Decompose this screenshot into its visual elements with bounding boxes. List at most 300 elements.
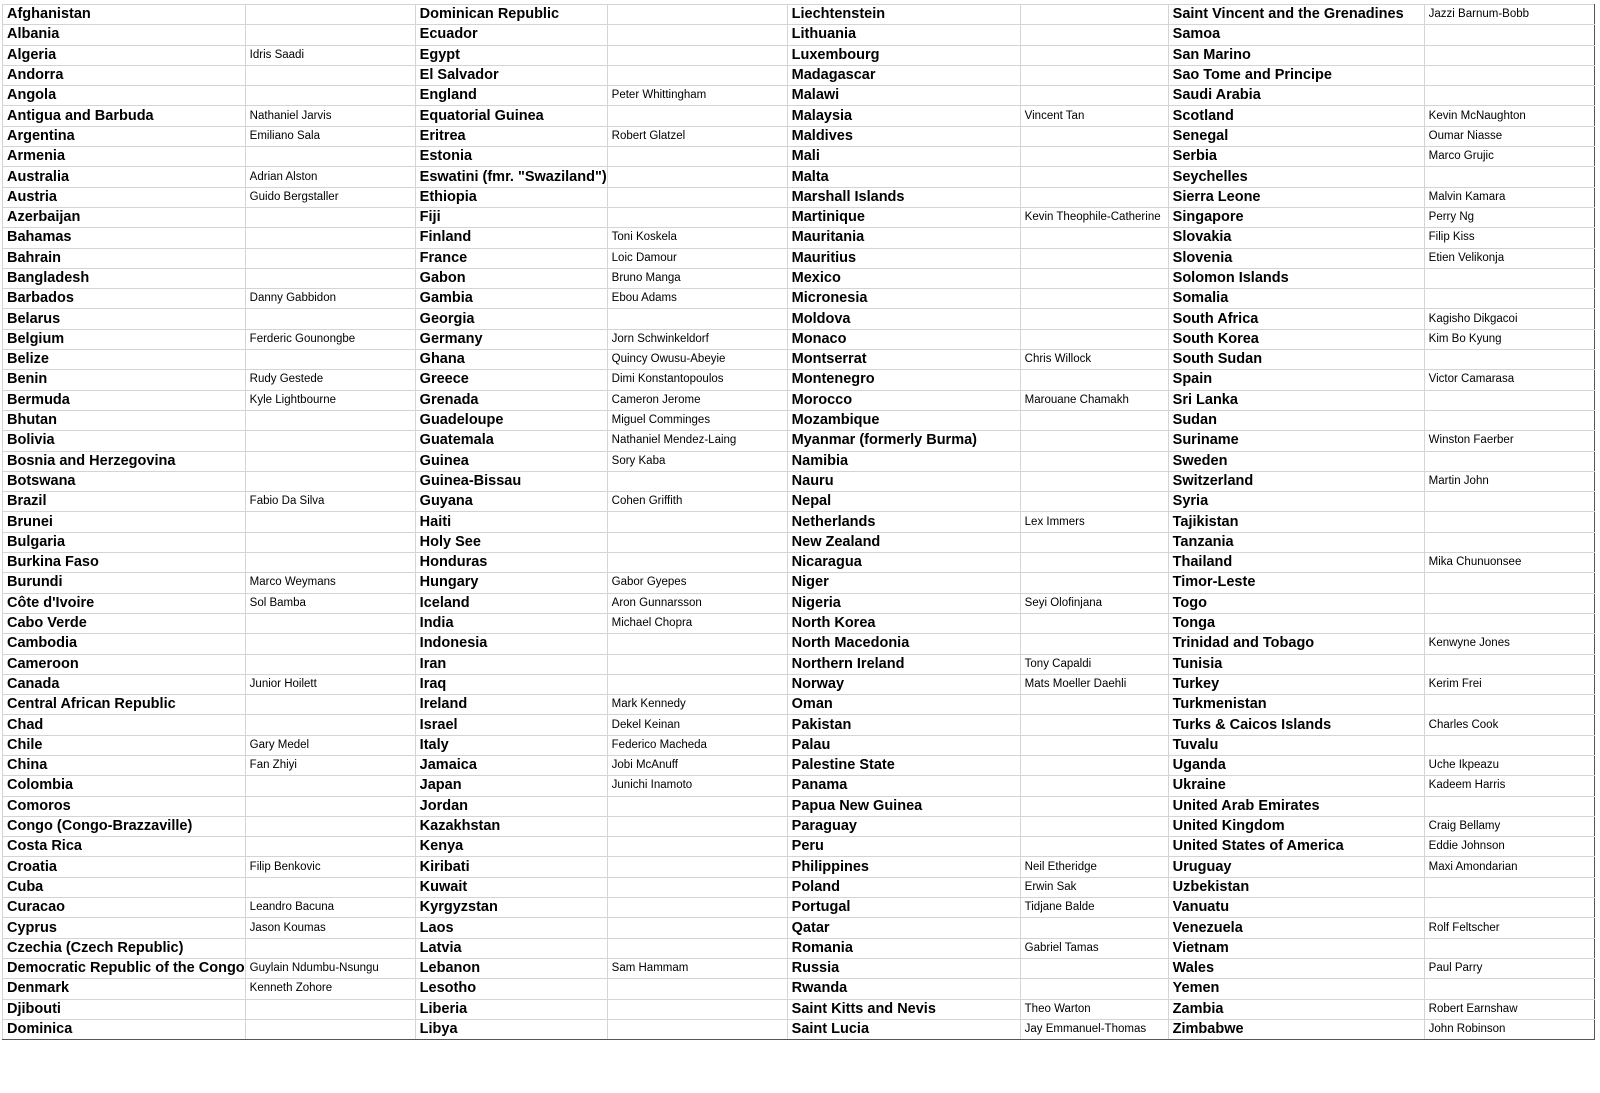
country-cell[interactable]: Luxembourg xyxy=(787,45,1020,65)
country-cell[interactable]: Malawi xyxy=(787,86,1020,106)
player-cell[interactable] xyxy=(245,999,415,1019)
country-cell[interactable]: Tajikistan xyxy=(1168,512,1424,532)
player-cell[interactable]: Neil Etheridge xyxy=(1020,857,1168,877)
player-cell[interactable]: Kagisho Dikgacoi xyxy=(1424,309,1594,329)
country-cell[interactable]: Jamaica xyxy=(415,755,607,775)
player-cell[interactable]: Nathaniel Jarvis xyxy=(245,106,415,126)
country-cell[interactable]: Papua New Guinea xyxy=(787,796,1020,816)
player-cell[interactable] xyxy=(245,207,415,227)
player-cell[interactable] xyxy=(1020,471,1168,491)
player-cell[interactable]: Winston Faerber xyxy=(1424,431,1594,451)
player-cell[interactable] xyxy=(1020,431,1168,451)
player-cell[interactable] xyxy=(1424,877,1594,897)
player-cell[interactable] xyxy=(1424,695,1594,715)
country-cell[interactable]: Slovakia xyxy=(1168,228,1424,248)
country-cell[interactable]: Bermuda xyxy=(3,390,246,410)
player-cell[interactable] xyxy=(1424,979,1594,999)
player-cell[interactable] xyxy=(1020,65,1168,85)
country-cell[interactable]: Central African Republic xyxy=(3,695,246,715)
player-cell[interactable]: Mika Chunuonsee xyxy=(1424,553,1594,573)
country-cell[interactable]: Gambia xyxy=(415,289,607,309)
player-cell[interactable] xyxy=(1424,268,1594,288)
player-cell[interactable] xyxy=(607,1019,787,1039)
player-cell[interactable] xyxy=(245,268,415,288)
player-cell[interactable] xyxy=(1424,593,1594,613)
player-cell[interactable] xyxy=(1424,65,1594,85)
player-cell[interactable]: Filip Kiss xyxy=(1424,228,1594,248)
player-cell[interactable] xyxy=(1020,410,1168,430)
country-cell[interactable]: Scotland xyxy=(1168,106,1424,126)
country-cell[interactable]: Malaysia xyxy=(787,106,1020,126)
country-cell[interactable]: Sri Lanka xyxy=(1168,390,1424,410)
player-cell[interactable]: Filip Benkovic xyxy=(245,857,415,877)
player-cell[interactable]: Robert Earnshaw xyxy=(1424,999,1594,1019)
country-cell[interactable]: Norway xyxy=(787,674,1020,694)
country-cell[interactable]: Maldives xyxy=(787,126,1020,146)
country-cell[interactable]: Comoros xyxy=(3,796,246,816)
player-cell[interactable]: Chris Willock xyxy=(1020,350,1168,370)
player-cell[interactable] xyxy=(245,634,415,654)
country-cell[interactable]: Switzerland xyxy=(1168,471,1424,491)
player-cell[interactable] xyxy=(245,654,415,674)
player-cell[interactable] xyxy=(1020,816,1168,836)
player-cell[interactable] xyxy=(245,431,415,451)
country-cell[interactable]: Thailand xyxy=(1168,553,1424,573)
player-cell[interactable] xyxy=(1020,918,1168,938)
player-cell[interactable]: Jay Emmanuel-Thomas xyxy=(1020,1019,1168,1039)
country-cell[interactable]: Turkey xyxy=(1168,674,1424,694)
country-cell[interactable]: Poland xyxy=(787,877,1020,897)
country-cell[interactable]: Suriname xyxy=(1168,431,1424,451)
player-cell[interactable] xyxy=(245,228,415,248)
country-cell[interactable]: Mauritania xyxy=(787,228,1020,248)
country-cell[interactable]: Barbados xyxy=(3,289,246,309)
country-cell[interactable]: Malta xyxy=(787,167,1020,187)
country-cell[interactable]: Cuba xyxy=(3,877,246,897)
player-cell[interactable] xyxy=(1424,45,1594,65)
country-cell[interactable]: Sweden xyxy=(1168,451,1424,471)
player-cell[interactable]: Tidjane Balde xyxy=(1020,898,1168,918)
country-cell[interactable]: Saudi Arabia xyxy=(1168,86,1424,106)
player-cell[interactable]: Oumar Niasse xyxy=(1424,126,1594,146)
country-cell[interactable]: Egypt xyxy=(415,45,607,65)
country-cell[interactable]: Singapore xyxy=(1168,207,1424,227)
country-cell[interactable]: Spain xyxy=(1168,370,1424,390)
country-cell[interactable]: Brunei xyxy=(3,512,246,532)
player-cell[interactable] xyxy=(1020,86,1168,106)
player-cell[interactable] xyxy=(1424,573,1594,593)
player-cell[interactable] xyxy=(1424,532,1594,552)
country-cell[interactable]: Nepal xyxy=(787,492,1020,512)
country-cell[interactable]: Iraq xyxy=(415,674,607,694)
country-cell[interactable]: France xyxy=(415,248,607,268)
player-cell[interactable]: Erwin Sak xyxy=(1020,877,1168,897)
country-cell[interactable]: South Sudan xyxy=(1168,350,1424,370)
player-cell[interactable] xyxy=(1020,755,1168,775)
country-cell[interactable]: Montserrat xyxy=(787,350,1020,370)
country-cell[interactable]: Cabo Verde xyxy=(3,613,246,633)
player-cell[interactable]: Junior Hoilett xyxy=(245,674,415,694)
player-cell[interactable]: Kenneth Zohore xyxy=(245,979,415,999)
country-cell[interactable]: Botswana xyxy=(3,471,246,491)
player-cell[interactable] xyxy=(607,65,787,85)
country-cell[interactable]: Jordan xyxy=(415,796,607,816)
country-cell[interactable]: Cambodia xyxy=(3,634,246,654)
player-cell[interactable] xyxy=(245,938,415,958)
country-cell[interactable]: Democratic Republic of the Congo xyxy=(3,958,246,978)
country-cell[interactable]: Israel xyxy=(415,715,607,735)
country-cell[interactable]: Bahrain xyxy=(3,248,246,268)
country-cell[interactable]: Djibouti xyxy=(3,999,246,1019)
country-cell[interactable]: Bosnia and Herzegovina xyxy=(3,451,246,471)
player-cell[interactable] xyxy=(245,613,415,633)
player-cell[interactable] xyxy=(607,5,787,25)
player-cell[interactable]: Marco Grujic xyxy=(1424,147,1594,167)
player-cell[interactable] xyxy=(1020,147,1168,167)
player-cell[interactable] xyxy=(607,674,787,694)
country-cell[interactable]: Germany xyxy=(415,329,607,349)
player-cell[interactable] xyxy=(607,147,787,167)
country-cell[interactable]: Canada xyxy=(3,674,246,694)
country-cell[interactable]: Eritrea xyxy=(415,126,607,146)
country-cell[interactable]: Czechia (Czech Republic) xyxy=(3,938,246,958)
country-cell[interactable]: Hungary xyxy=(415,573,607,593)
country-cell[interactable]: Rwanda xyxy=(787,979,1020,999)
country-cell[interactable]: Greece xyxy=(415,370,607,390)
country-cell[interactable]: Latvia xyxy=(415,938,607,958)
player-cell[interactable]: John Robinson xyxy=(1424,1019,1594,1039)
player-cell[interactable]: Idris Saadi xyxy=(245,45,415,65)
country-cell[interactable]: Italy xyxy=(415,735,607,755)
country-cell[interactable]: Nauru xyxy=(787,471,1020,491)
player-cell[interactable]: Danny Gabbidon xyxy=(245,289,415,309)
country-cell[interactable]: Libya xyxy=(415,1019,607,1039)
country-cell[interactable]: Namibia xyxy=(787,451,1020,471)
country-cell[interactable]: Costa Rica xyxy=(3,837,246,857)
player-cell[interactable]: Gary Medel xyxy=(245,735,415,755)
country-cell[interactable]: Palau xyxy=(787,735,1020,755)
country-cell[interactable]: Turkmenistan xyxy=(1168,695,1424,715)
country-cell[interactable]: Chile xyxy=(3,735,246,755)
player-cell[interactable] xyxy=(245,147,415,167)
country-cell[interactable]: Austria xyxy=(3,187,246,207)
player-cell[interactable]: Etien Velikonja xyxy=(1424,248,1594,268)
country-cell[interactable]: Oman xyxy=(787,695,1020,715)
player-cell[interactable] xyxy=(1424,410,1594,430)
country-cell[interactable]: Azerbaijan xyxy=(3,207,246,227)
country-cell[interactable]: Equatorial Guinea xyxy=(415,106,607,126)
player-cell[interactable]: Jobi McAnuff xyxy=(607,755,787,775)
player-cell[interactable]: Kevin McNaughton xyxy=(1424,106,1594,126)
country-cell[interactable]: Australia xyxy=(3,167,246,187)
country-cell[interactable]: South Africa xyxy=(1168,309,1424,329)
player-cell[interactable] xyxy=(1424,390,1594,410)
country-cell[interactable]: Ireland xyxy=(415,695,607,715)
country-cell[interactable]: Kazakhstan xyxy=(415,816,607,836)
player-cell[interactable] xyxy=(1020,532,1168,552)
player-cell[interactable] xyxy=(245,471,415,491)
player-cell[interactable] xyxy=(245,512,415,532)
player-cell[interactable]: Kenwyne Jones xyxy=(1424,634,1594,654)
player-cell[interactable] xyxy=(607,654,787,674)
country-cell[interactable]: Seychelles xyxy=(1168,167,1424,187)
player-cell[interactable]: Leandro Bacuna xyxy=(245,898,415,918)
player-cell[interactable] xyxy=(607,512,787,532)
player-cell[interactable] xyxy=(1020,187,1168,207)
player-cell[interactable]: Theo Warton xyxy=(1020,999,1168,1019)
country-cell[interactable]: Burkina Faso xyxy=(3,553,246,573)
country-cell[interactable]: Argentina xyxy=(3,126,246,146)
country-cell[interactable]: Sierra Leone xyxy=(1168,187,1424,207)
country-cell[interactable]: Palestine State xyxy=(787,755,1020,775)
player-cell[interactable] xyxy=(607,106,787,126)
country-cell[interactable]: Algeria xyxy=(3,45,246,65)
player-cell[interactable] xyxy=(1020,695,1168,715)
country-cell[interactable]: Tonga xyxy=(1168,613,1424,633)
player-cell[interactable]: Guylain Ndumbu-Nsungu xyxy=(245,958,415,978)
country-cell[interactable]: Estonia xyxy=(415,147,607,167)
country-cell[interactable]: Madagascar xyxy=(787,65,1020,85)
country-cell[interactable]: Philippines xyxy=(787,857,1020,877)
country-cell[interactable]: North Macedonia xyxy=(787,634,1020,654)
country-cell[interactable]: Benin xyxy=(3,370,246,390)
country-cell[interactable]: India xyxy=(415,613,607,633)
player-cell[interactable]: Kadeem Harris xyxy=(1424,776,1594,796)
country-cell[interactable]: Haiti xyxy=(415,512,607,532)
country-cell[interactable]: Timor-Leste xyxy=(1168,573,1424,593)
player-cell[interactable]: Bruno Manga xyxy=(607,268,787,288)
country-cell[interactable]: Pakistan xyxy=(787,715,1020,735)
country-cell[interactable]: Nigeria xyxy=(787,593,1020,613)
player-cell[interactable]: Rudy Gestede xyxy=(245,370,415,390)
country-cell[interactable]: Gabon xyxy=(415,268,607,288)
country-cell[interactable]: Moldova xyxy=(787,309,1020,329)
country-cell[interactable]: Netherlands xyxy=(787,512,1020,532)
player-cell[interactable]: Cameron Jerome xyxy=(607,390,787,410)
player-cell[interactable] xyxy=(1424,289,1594,309)
country-cell[interactable]: Bhutan xyxy=(3,410,246,430)
player-cell[interactable] xyxy=(1424,938,1594,958)
player-cell[interactable] xyxy=(245,451,415,471)
country-cell[interactable]: Serbia xyxy=(1168,147,1424,167)
country-cell[interactable]: San Marino xyxy=(1168,45,1424,65)
player-cell[interactable]: Miguel Comminges xyxy=(607,410,787,430)
player-cell[interactable]: Gabriel Tamas xyxy=(1020,938,1168,958)
player-cell[interactable] xyxy=(1424,613,1594,633)
player-cell[interactable] xyxy=(245,1019,415,1039)
country-cell[interactable]: Liechtenstein xyxy=(787,5,1020,25)
country-cell[interactable]: Holy See xyxy=(415,532,607,552)
player-cell[interactable] xyxy=(1020,370,1168,390)
player-cell[interactable]: Tony Capaldi xyxy=(1020,654,1168,674)
country-cell[interactable]: Solomon Islands xyxy=(1168,268,1424,288)
country-cell[interactable]: Mozambique xyxy=(787,410,1020,430)
country-cell[interactable]: Colombia xyxy=(3,776,246,796)
player-cell[interactable] xyxy=(245,25,415,45)
player-cell[interactable] xyxy=(1020,289,1168,309)
player-cell[interactable] xyxy=(1020,268,1168,288)
country-cell[interactable]: Micronesia xyxy=(787,289,1020,309)
player-cell[interactable] xyxy=(607,187,787,207)
country-cell[interactable]: Liberia xyxy=(415,999,607,1019)
country-cell[interactable]: Togo xyxy=(1168,593,1424,613)
country-cell[interactable]: Guinea xyxy=(415,451,607,471)
country-cell[interactable]: Northern Ireland xyxy=(787,654,1020,674)
player-cell[interactable]: Maxi Amondarian xyxy=(1424,857,1594,877)
country-cell[interactable]: Lithuania xyxy=(787,25,1020,45)
player-cell[interactable]: Toni Koskela xyxy=(607,228,787,248)
player-cell[interactable]: Fabio Da Silva xyxy=(245,492,415,512)
player-cell[interactable] xyxy=(1020,837,1168,857)
player-cell[interactable] xyxy=(1424,654,1594,674)
player-cell[interactable]: Sory Kaba xyxy=(607,451,787,471)
player-cell[interactable]: Mats Moeller Daehli xyxy=(1020,674,1168,694)
country-cell[interactable]: Wales xyxy=(1168,958,1424,978)
player-cell[interactable] xyxy=(607,877,787,897)
player-cell[interactable]: Dimi Konstantopoulos xyxy=(607,370,787,390)
player-cell[interactable]: Nathaniel Mendez-Laing xyxy=(607,431,787,451)
player-cell[interactable] xyxy=(1020,776,1168,796)
player-cell[interactable]: Guido Bergstaller xyxy=(245,187,415,207)
country-cell[interactable]: United Arab Emirates xyxy=(1168,796,1424,816)
country-cell[interactable]: Kiribati xyxy=(415,857,607,877)
country-cell[interactable]: China xyxy=(3,755,246,775)
country-cell[interactable]: Denmark xyxy=(3,979,246,999)
player-cell[interactable] xyxy=(607,938,787,958)
country-cell[interactable]: Guinea-Bissau xyxy=(415,471,607,491)
player-cell[interactable]: Cohen Griffith xyxy=(607,492,787,512)
player-cell[interactable]: Marouane Chamakh xyxy=(1020,390,1168,410)
country-cell[interactable]: Mali xyxy=(787,147,1020,167)
country-cell[interactable]: Nicaragua xyxy=(787,553,1020,573)
player-cell[interactable] xyxy=(1020,979,1168,999)
country-cell[interactable]: Sudan xyxy=(1168,410,1424,430)
country-cell[interactable]: Croatia xyxy=(3,857,246,877)
country-cell[interactable]: Trinidad and Tobago xyxy=(1168,634,1424,654)
player-cell[interactable] xyxy=(1020,248,1168,268)
player-cell[interactable] xyxy=(1424,167,1594,187)
player-cell[interactable] xyxy=(245,837,415,857)
player-cell[interactable]: Victor Camarasa xyxy=(1424,370,1594,390)
player-cell[interactable]: Gabor Gyepes xyxy=(607,573,787,593)
player-cell[interactable]: Kevin Theophile-Catherine xyxy=(1020,207,1168,227)
country-cell[interactable]: Andorra xyxy=(3,65,246,85)
player-cell[interactable] xyxy=(607,999,787,1019)
country-cell[interactable]: Côte d'Ivoire xyxy=(3,593,246,613)
country-cell[interactable]: Qatar xyxy=(787,918,1020,938)
country-cell[interactable]: Honduras xyxy=(415,553,607,573)
country-cell[interactable]: Ecuador xyxy=(415,25,607,45)
player-cell[interactable] xyxy=(245,715,415,735)
country-cell[interactable]: Slovenia xyxy=(1168,248,1424,268)
country-cell[interactable]: Fiji xyxy=(415,207,607,227)
country-cell[interactable]: Uruguay xyxy=(1168,857,1424,877)
country-cell[interactable]: Paraguay xyxy=(787,816,1020,836)
country-cell[interactable]: Tuvalu xyxy=(1168,735,1424,755)
country-cell[interactable]: Saint Kitts and Nevis xyxy=(787,999,1020,1019)
player-cell[interactable]: Seyi Olofinjana xyxy=(1020,593,1168,613)
player-cell[interactable] xyxy=(1424,25,1594,45)
player-cell[interactable]: Jason Koumas xyxy=(245,918,415,938)
player-cell[interactable] xyxy=(245,796,415,816)
country-cell[interactable]: Syria xyxy=(1168,492,1424,512)
player-cell[interactable]: Michael Chopra xyxy=(607,613,787,633)
country-cell[interactable]: Samoa xyxy=(1168,25,1424,45)
player-cell[interactable]: Peter Whittingham xyxy=(607,86,787,106)
player-cell[interactable] xyxy=(1424,898,1594,918)
player-cell[interactable]: Fan Zhiyi xyxy=(245,755,415,775)
player-cell[interactable] xyxy=(1020,735,1168,755)
player-cell[interactable] xyxy=(1424,512,1594,532)
country-cell[interactable]: Kyrgyzstan xyxy=(415,898,607,918)
player-cell[interactable] xyxy=(1020,309,1168,329)
player-cell[interactable] xyxy=(607,979,787,999)
player-cell[interactable] xyxy=(1020,228,1168,248)
country-cell[interactable]: Belarus xyxy=(3,309,246,329)
player-cell[interactable] xyxy=(607,45,787,65)
country-cell[interactable]: Angola xyxy=(3,86,246,106)
country-cell[interactable]: Turks & Caicos Islands xyxy=(1168,715,1424,735)
country-cell[interactable]: Marshall Islands xyxy=(787,187,1020,207)
country-cell[interactable]: New Zealand xyxy=(787,532,1020,552)
country-cell[interactable]: Myanmar (formerly Burma) xyxy=(787,431,1020,451)
player-cell[interactable]: Jazzi Barnum-Bobb xyxy=(1424,5,1594,25)
country-cell[interactable]: Guatemala xyxy=(415,431,607,451)
player-cell[interactable] xyxy=(1020,492,1168,512)
country-cell[interactable]: Uganda xyxy=(1168,755,1424,775)
player-cell[interactable] xyxy=(245,350,415,370)
country-cell[interactable]: Mauritius xyxy=(787,248,1020,268)
player-cell[interactable] xyxy=(245,248,415,268)
player-cell[interactable] xyxy=(1424,86,1594,106)
player-cell[interactable]: Lex Immers xyxy=(1020,512,1168,532)
country-cell[interactable]: Grenada xyxy=(415,390,607,410)
player-cell[interactable]: Perry Ng xyxy=(1424,207,1594,227)
player-cell[interactable]: Sam Hammam xyxy=(607,958,787,978)
player-cell[interactable] xyxy=(245,695,415,715)
player-cell[interactable] xyxy=(245,309,415,329)
player-cell[interactable] xyxy=(607,167,787,187)
player-cell[interactable] xyxy=(1020,25,1168,45)
country-cell[interactable]: Senegal xyxy=(1168,126,1424,146)
player-cell[interactable] xyxy=(1020,613,1168,633)
country-cell[interactable]: Tanzania xyxy=(1168,532,1424,552)
country-cell[interactable]: Mexico xyxy=(787,268,1020,288)
country-cell[interactable]: Zambia xyxy=(1168,999,1424,1019)
player-cell[interactable]: Emiliano Sala xyxy=(245,126,415,146)
player-cell[interactable] xyxy=(1424,735,1594,755)
country-cell[interactable]: Burundi xyxy=(3,573,246,593)
player-cell[interactable]: Ebou Adams xyxy=(607,289,787,309)
player-cell[interactable] xyxy=(1020,715,1168,735)
country-cell[interactable]: Chad xyxy=(3,715,246,735)
country-cell[interactable]: Lebanon xyxy=(415,958,607,978)
player-cell[interactable] xyxy=(245,553,415,573)
country-cell[interactable]: Bulgaria xyxy=(3,532,246,552)
country-cell[interactable]: Tunisia xyxy=(1168,654,1424,674)
player-cell[interactable]: Kyle Lightbourne xyxy=(245,390,415,410)
country-cell[interactable]: Montenegro xyxy=(787,370,1020,390)
country-cell[interactable]: Bangladesh xyxy=(3,268,246,288)
country-cell[interactable]: Guadeloupe xyxy=(415,410,607,430)
country-cell[interactable]: Martinique xyxy=(787,207,1020,227)
country-cell[interactable]: Eswatini (fmr. "Swaziland") xyxy=(415,167,607,187)
player-cell[interactable]: Kim Bo Kyung xyxy=(1424,329,1594,349)
player-cell[interactable]: Rolf Feltscher xyxy=(1424,918,1594,938)
player-cell[interactable] xyxy=(607,816,787,836)
country-cell[interactable]: Armenia xyxy=(3,147,246,167)
country-cell[interactable]: Dominican Republic xyxy=(415,5,607,25)
